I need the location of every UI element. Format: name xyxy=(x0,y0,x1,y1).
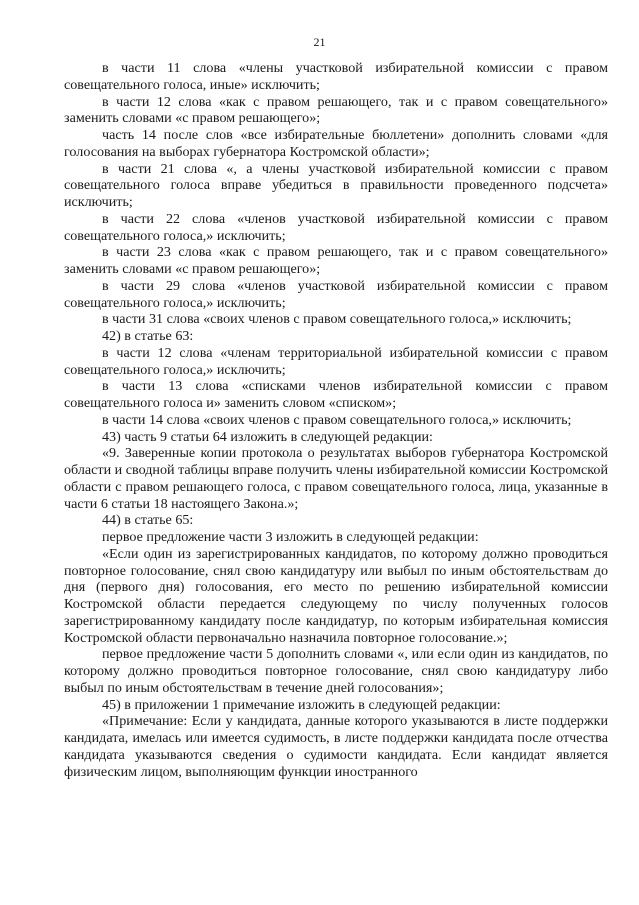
list-item-heading: 44) в статье 65: xyxy=(102,512,194,529)
paragraph: в части 22 слова «членов участковой избирательной комиссии с правом совещательного голоса,» исключить; xyxy=(64,210,608,244)
page-number: 21 xyxy=(313,35,326,49)
paragraph: первое предложение части 5 дополнить словами «, или если один из кандидатов, по которому должно проводиться повторное голосование, снял свою кандидатуру либо выбыл по иным обстоятельствам в течение дней голосования»; xyxy=(64,646,608,696)
paragraph: в части 14 слова «своих членов с правом совещательного голоса,» исключить; xyxy=(102,411,572,428)
list-item-heading: 43) часть 9 статьи 64 изложить в следующей редакции: xyxy=(102,428,433,445)
quoted-paragraph: «Если один из зарегистрированных кандидатов, по которому должно проводиться повторное голосование, снял свою кандидатуру или выбыл по иным обстоятельствам до дня (первого дня) голосования, его место по решению избирательной комиссии Костромской области передается следующему по числу полученных голосов зарегистрированному кандидату после кандидатур, по которым избирательная комиссия Костромской области первоначально назначила повторное голосование.»; xyxy=(64,545,608,646)
list-item-heading: 42) в статье 63: xyxy=(102,328,194,344)
paragraph: в части 12 слова «членам территориальной избирательной комиссии с правом совещательного голоса,» исключить; xyxy=(64,344,608,378)
paragraph: в части 11 слова «члены участковой избирательной комиссии с правом совещательного голоса, иные» исключить; xyxy=(64,60,608,93)
quoted-paragraph: «9. Заверенные копии протокола о результатах выборов губернатора Костромской области и сводной таблицы вправе получить члены избирательной комиссии Костромской области с правом решающего голоса, с правом совещательного голоса, лица, указанные в части 6 статьи 18 настоящего Закона.»; xyxy=(64,445,608,512)
paragraph: в части 13 слова «списками членов избирательной комиссии с правом совещательного голоса и» заменить словом «списком»; xyxy=(64,378,608,411)
paragraph: первое предложение части 3 изложить в следующей редакции: xyxy=(102,529,479,545)
list-item-heading: 45) в приложении 1 примечание изложить в следующей редакции: xyxy=(102,696,501,713)
paragraph: в части 23 слова «как с правом решающего, так и с правом совещательного» заменить словами «с правом решающего»; xyxy=(64,244,608,277)
paragraph: в части 12 слова «как с правом решающего, так и с правом совещательного» заменить словами «с правом решающего»; xyxy=(64,93,608,127)
paragraph: в части 29 слова «членов участковой избирательной комиссии с правом совещательного голоса,» исключить; xyxy=(64,277,608,311)
paragraph: часть 14 после слов «все избирательные бюллетени» дополнить словами «для голосования на выборах губернатора Костромской области»; xyxy=(64,127,608,160)
paragraph: в части 31 слова «своих членов с правом совещательного голоса,» исключить; xyxy=(102,311,572,328)
document-body xyxy=(64,60,608,780)
paragraph: в части 21 слова «, а члены участковой избирательной комиссии с правом совещательного голоса вправе убедиться в правильности проведенного подсчета» исключить; xyxy=(64,160,608,210)
quoted-paragraph: «Примечание: Если у кандидата, данные которого указываются в листе поддержки кандидата, имелась или имеется судимость, в листе поддержки кандидата после отчества кандидата указываются сведения о судимости кандидата. Если кандидат является физическим лицом, выполняющим функции иностранного xyxy=(64,713,608,780)
